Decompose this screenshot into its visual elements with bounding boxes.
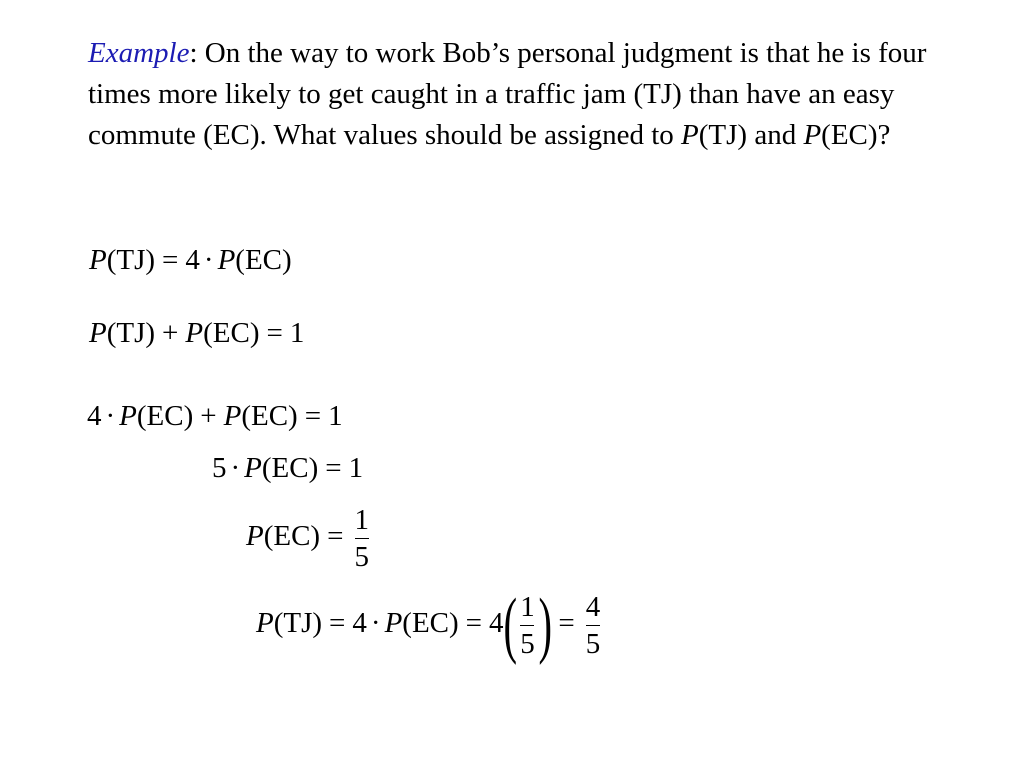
probability-symbol: P [246,520,264,553]
fraction-denominator: 5 [585,627,601,660]
fraction [352,504,371,573]
coefficient: 4 [489,606,504,639]
example-label: Example [88,37,190,69]
multiply-dot: · [370,606,381,639]
probability-symbol: P [89,317,107,349]
coefficient: 4 [87,400,102,432]
probability-symbol: P [256,606,274,639]
fraction-bar [355,538,369,539]
multiply-dot: · [203,244,214,276]
problem-text-2: (TJ) and [698,119,804,151]
problem-text-3: (EC)? [821,119,891,151]
multiply-dot: · [230,452,241,484]
fraction-numerator: 1 [354,504,369,536]
probability-symbol: P [803,119,822,151]
probability-symbol: P [223,400,242,432]
event-ec: (EC) [203,317,260,349]
equals-sign: = [558,606,575,639]
event-tj: (TJ) [273,606,323,639]
event-ec: (EC) [235,244,292,276]
event-tj: (TJ) [106,244,156,276]
rhs-value: 1 [328,400,343,432]
probability-symbol: P [244,452,262,484]
equation-5 [246,504,373,573]
probability-symbol: P [681,119,699,151]
equals-sign: = [465,606,483,639]
equals-sign: = [325,452,342,484]
problem-text-1: : On the way to work Bob’s personal judgment is that he is four times more likely to get caught in a traffic jam (TJ) than have an easy commute (EC). What values should be assigned to [88,37,927,151]
rhs-value: 1 [348,452,364,484]
fraction [518,591,537,660]
fraction-bar [520,625,534,626]
coefficient: 5 [212,452,227,484]
probability-symbol: P [185,317,204,349]
plus-sign: + [162,317,179,349]
coefficient: 4 [352,606,367,639]
fraction [584,591,603,660]
equals-sign: = [304,400,322,432]
equals-sign: = [329,606,346,639]
event-ec: (EC) [402,606,459,639]
problem-statement [88,33,968,156]
fraction-denominator: 5 [520,627,535,660]
coefficient: 4 [185,244,200,276]
multiply-dot: · [105,400,116,432]
fraction-denominator: 5 [354,541,369,573]
equation-3 [87,402,343,431]
probability-symbol: P [119,400,137,432]
event-ec: (EC) [263,520,321,553]
probability-symbol: P [89,244,107,276]
plus-sign: + [200,400,217,432]
equals-sign: = [162,244,179,276]
event-tj: (TJ) [106,317,156,349]
equation-6 [256,584,604,666]
probability-symbol: P [217,244,236,276]
event-ec: (EC) [261,452,319,484]
equation-1 [89,246,292,275]
event-ec: (EC) [241,400,298,432]
fraction-bar [586,625,600,626]
rhs-value: 1 [289,317,305,349]
fraction-numerator: 1 [520,590,535,623]
right-parenthesis: ) [538,584,552,666]
equation-4 [212,454,363,483]
fraction-numerator: 4 [585,590,601,623]
probability-symbol: P [384,606,403,639]
equation-2 [89,319,304,348]
event-ec: (EC) [136,400,194,432]
equals-sign: = [266,317,283,349]
equals-sign: = [327,520,344,553]
left-parenthesis: ( [503,584,517,666]
